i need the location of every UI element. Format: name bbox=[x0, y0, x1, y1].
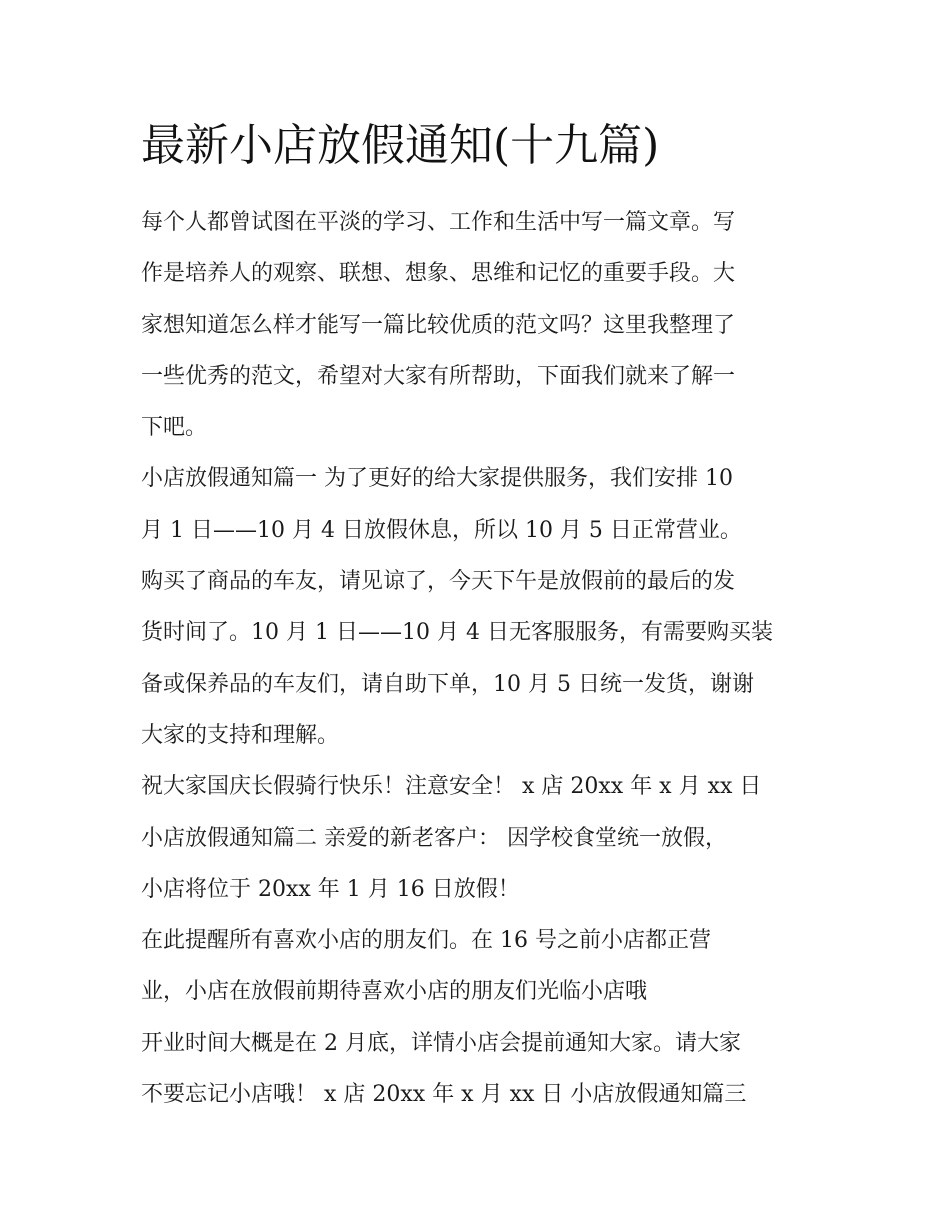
body-line: 业，小店在放假前期待喜欢小店的朋友们光临小店哦 bbox=[141, 979, 648, 1005]
body-line: 祝大家国庆长假骑行快乐！注意安全！ x 店 20xx 年 x 月 xx 日 bbox=[141, 774, 762, 800]
body-line: 每个人都曾试图在平淡的学习、工作和生活中写一篇文章。写 bbox=[141, 210, 736, 235]
body-line: 小店将位于 20xx 年 1 月 16 日放假！ bbox=[141, 876, 520, 902]
body-line: 大家的支持和理解。 bbox=[141, 722, 340, 748]
body-line: 备或保养品的车友们，请自助下单，10 月 5 日统一发货，谢谢 bbox=[141, 671, 754, 697]
body-line: 在此提醒所有喜欢小店的朋友们。在 16 号之前小店都正营 bbox=[141, 928, 711, 954]
body-line: 小店放假通知篇一 为了更好的给大家提供服务，我们安排 10 bbox=[141, 466, 733, 492]
body-line: 货时间了。10 月 1 日——10 月 4 日无客服服务，有需要购买装 bbox=[141, 620, 773, 646]
body-line: 家想知道怎么样才能写一篇比较优质的范文吗？这里我整理了 bbox=[141, 312, 736, 338]
document-body bbox=[141, 197, 821, 1120]
body-line: 不要忘记小店哦！ x 店 20xx 年 x 月 xx 日 小店放假通知篇三 bbox=[141, 1082, 747, 1108]
body-line: 小店放假通知篇二 亲爱的新老客户： 因学校食堂统一放假， bbox=[141, 825, 727, 851]
body-line: 一些优秀的范文，希望对大家有所帮助，下面我们就来了解一 bbox=[141, 363, 736, 389]
body-line: 月 1 日——10 月 4 日放假休息，所以 10 月 5 日正常营业。 bbox=[141, 517, 742, 543]
body-line: 作是培养人的观察、联想、想象、思维和记忆的重要手段。大 bbox=[141, 261, 736, 287]
document-title: 最新小店放假通知(十九篇) bbox=[141, 120, 660, 171]
body-line: 开业时间大概是在 2 月底，详情小店会提前通知大家。请大家 bbox=[141, 1030, 741, 1056]
body-line: 下吧。 bbox=[141, 415, 208, 441]
body-line: 购买了商品的车友，请见谅了，今天下午是放假前的最后的发 bbox=[141, 569, 736, 595]
